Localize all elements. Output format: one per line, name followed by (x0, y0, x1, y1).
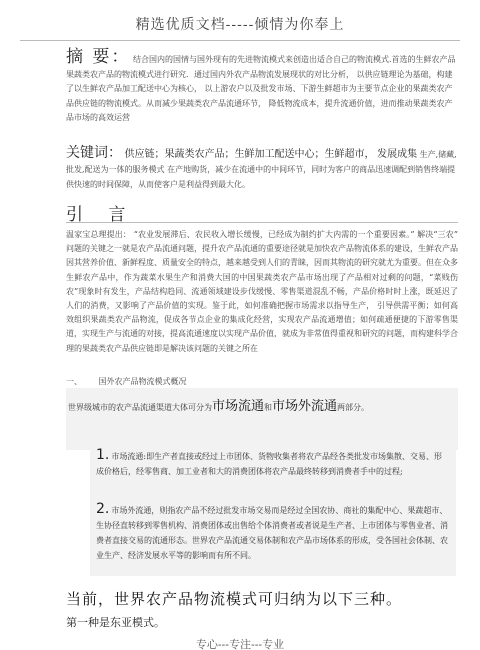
list-item (96, 448, 450, 479)
section-divider (66, 222, 458, 223)
slide-prefix: 世界级城市的农产品流通渠道大体可分为 (68, 403, 212, 412)
keywords-paragraph (66, 146, 458, 192)
document-header: 精选优质文档-----倾情为你奉上 (20, 10, 460, 41)
abstract-text: 结合国内的国情与国外现有的先进物流模式来创造出适合自己的物流模式.首选的生鲜农产品 果蔬类农产品的物流模式进行研究．通过国内外农产品物流发展现状的对比分析， 以供应链理论为基础，构建了以生鲜农产品加工配送中心为核心， 以上游农户以及批发市场、下游生鲜超市为主要节点企业的果蔬类农产品供应链的物流模式。从而减少果蔬类农产品流通环节， 降低物流成本，提升流通价值，进而推动果蔬类农产品市场的高效运营 (66, 55, 456, 122)
slide-term-offmarket: 市场外流通 (272, 399, 338, 414)
list-item-number: 1. (96, 447, 110, 463)
section-one-title: 国外农产品物流模式概况 (98, 377, 187, 386)
abstract-label: 摘 要： (66, 47, 131, 67)
list-item (96, 502, 450, 563)
intro-paragraph: 温家宝总理提出： “农业发展滞后、农民收入增长缓慢，已经成为制约扩大内需的一个重要因素。” 解决“三农” 问题的关键之一就是农产品流通问题，提升农产品流通的重要途径就是加快农产品物流体系的建设，生鲜农产品因其营养价值、新鲜程度、质量安全的特点，越来越受到人们的青睐，因而其物流的研究就尤为重要。但在众多生鲜农产品中，作为蔬菜水果生产和消费大国的中国果蔬类农产品市场出现了产品相对过剩的问题，“菜贱伤农”现象时有发生，产品结构趋同、流通领域建设步伐缓慢、零售渠道混乱不畅，产品价格时时上涨，既延迟了人们的消费，又影响了产品价值的实现。鉴于此，如何准确把握市场需求以指导生产， 引导供需平衡；如何高效组织果蔬类农产品物流，促成各节点企业的集成化经营，实现农产品流通增值；如何疏通便捷的下游零售渠道，实现生产与流通的对接，提高流通速度以实现产品价值，就成为非常值得重视和研究的问题，而构建科学合理的果蔬类农产品供应链即是解决该问题的关键之所在 (66, 230, 458, 353)
first-type-line: 第一种是东亚模式。 (66, 616, 165, 629)
list-item-text: 即生产者直接或经过上市团体、货物收集者将农产品经各类批发市场集散、交易、形成价格后，经零售商、加工业者和大的消费团体将农产品最终转移到消费者手中的过程; (96, 452, 443, 476)
document-footer: 专心---专注---专业 (195, 638, 285, 650)
keywords-terms-tail: 发展成集 (377, 149, 418, 160)
slide-suffix: 两部分。 (337, 403, 370, 412)
keywords-label: 关键词： (66, 145, 122, 161)
abstract-paragraph (66, 47, 458, 126)
section-one-number: 一、 (66, 377, 82, 386)
keywords-terms: 供应链；果蔬类农产品；生鲜加工配送中心；生鲜超市， (124, 149, 375, 160)
slide-joiner: 和 (264, 403, 273, 412)
list-item-label: 市场外流通， (111, 506, 160, 515)
slide-text (68, 398, 454, 417)
slide-term-market: 市场流通 (212, 399, 265, 414)
list-item-text: 则指农产品不经过批发市场交易而是经过全国农协、商社的集配中心、果蔬超市、生协径直转移到零售机构、消费团体或出售给个体消费者或者说是生产者、上市团体与零售业者、消费者直接交易的流通形态。世界农产品流通交易体制和农产品市场体系的形成，受各国社会体制、农业生产、经济发展水平等的影响而有所不同。 (96, 506, 448, 560)
list-item-label: 市场流通: (111, 452, 147, 461)
intro-heading: 引 言 (66, 205, 136, 225)
list-item-number: 2. (96, 501, 110, 517)
keywords-text: 生产,储藏,批发,配送为一体的服务模式 在产地购货，减少在流通中的中间环节，同时为客户的商品迅速调配到销售终端提供快速的时间保障，从而使客户是利益得到最大化。 (66, 150, 457, 189)
section-one-heading (66, 376, 187, 387)
summary-heading: 当前，世界农产品物流模式可归纳为以下三种。 (66, 590, 403, 608)
